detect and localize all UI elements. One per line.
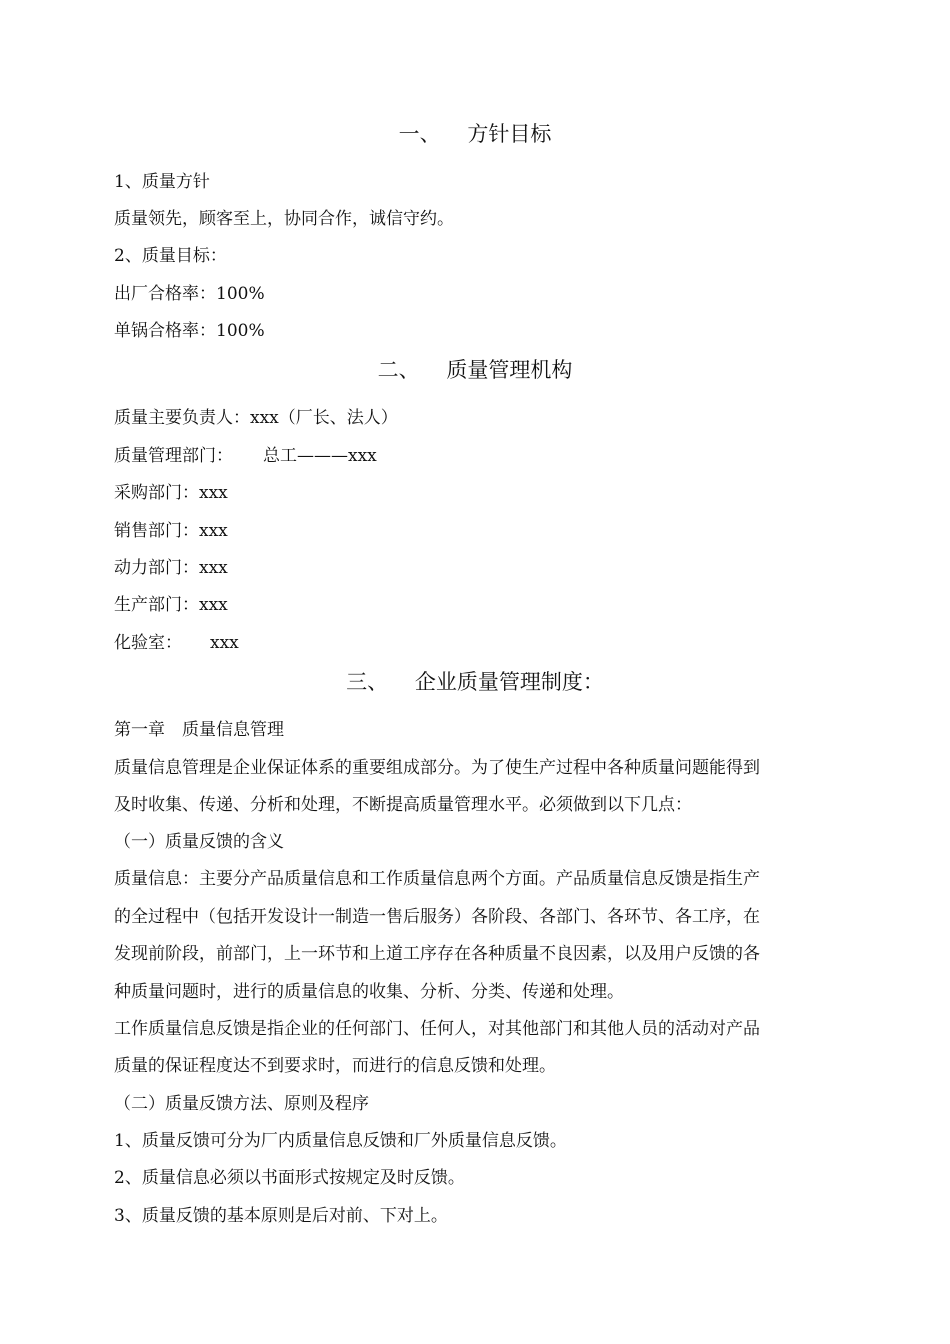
org-label: 质量管理部门： — [114, 446, 233, 466]
paragraph-line: 质量信息：主要分产品质量信息和工作质量信息两个方面。产品质量信息反馈是指生产 — [114, 869, 760, 889]
target-factory-label: 出厂合格率： — [114, 284, 216, 304]
policy-label: 1、质量方针 — [114, 172, 210, 192]
org-row — [114, 408, 840, 428]
org-value: xxx — [210, 633, 239, 653]
org-row — [114, 558, 840, 578]
paragraph-line: 质量的保证程度达不到要求时，而进行的信息反馈和处理。 — [114, 1056, 556, 1076]
paragraph-line: 种质量问题时，进行的质量信息的收集、分析、分类、传递和处理。 — [114, 982, 624, 1002]
org-row — [114, 595, 840, 615]
section-heading-3: 三、 企业质量管理制度： — [346, 670, 604, 694]
org-label: 生产部门： — [114, 595, 199, 615]
org-label: 动力部门： — [114, 558, 199, 578]
org-value: 总工———xxx — [263, 446, 377, 466]
paragraph-line: 工作质量信息反馈是指企业的任何部门、任何人，对其他部门和其他人员的活动对产品 — [114, 1019, 760, 1039]
org-value: xxx — [199, 595, 228, 615]
target-factory-row — [114, 284, 840, 304]
target-boiler-value: 100% — [216, 321, 265, 341]
subheading-feedback-method: （二）质量反馈方法、原则及程序 — [114, 1094, 369, 1114]
paragraph-line: 发现前阶段，前部门，上一环节和上道工序存在各种质量不良因素，以及用户反馈的各 — [114, 944, 760, 964]
org-label: 销售部门： — [114, 521, 199, 541]
org-value: xxx（厂长、法人） — [250, 408, 398, 428]
intro-line: 质量信息管理是企业保证体系的重要组成部分。为了使生产过程中各种质量问题能得到 — [114, 758, 760, 778]
org-label: 采购部门： — [114, 483, 199, 503]
intro-line: 及时收集、传递、分析和处理，不断提高质量管理水平。必须做到以下几点： — [114, 795, 692, 815]
policy-text: 质量领先，顾客至上，协同合作，诚信守约。 — [114, 209, 454, 229]
org-value: xxx — [199, 558, 228, 578]
target-boiler-label: 单锅合格率： — [114, 321, 216, 341]
list-item: 1、质量反馈可分为厂内质量信息反馈和厂外质量信息反馈。 — [114, 1131, 567, 1151]
section-heading-1: 一、 方针目标 — [398, 122, 552, 146]
org-row — [114, 521, 840, 541]
target-label: 2、质量目标： — [114, 246, 227, 266]
org-value: xxx — [199, 483, 228, 503]
org-row — [114, 633, 840, 653]
org-label: 化验室： — [114, 633, 182, 653]
chapter-title: 第一章 质量信息管理 — [114, 720, 284, 740]
target-boiler-row — [114, 321, 840, 341]
subheading-feedback-meaning: （一）质量反馈的含义 — [114, 832, 284, 852]
section-heading-2: 二、 质量管理机构 — [377, 358, 573, 382]
list-item: 2、质量信息必须以书面形式按规定及时反馈。 — [114, 1168, 465, 1188]
target-factory-value: 100% — [216, 284, 265, 304]
org-row — [114, 446, 840, 466]
org-row — [114, 483, 840, 503]
org-value: xxx — [199, 521, 228, 541]
list-item: 3、质量反馈的基本原则是后对前、下对上。 — [114, 1206, 448, 1226]
org-label: 质量主要负责人： — [114, 408, 250, 428]
paragraph-line: 的全过程中（包括开发设计一制造一售后服务）各阶段、各部门、各环节、各工序，在 — [114, 907, 760, 927]
